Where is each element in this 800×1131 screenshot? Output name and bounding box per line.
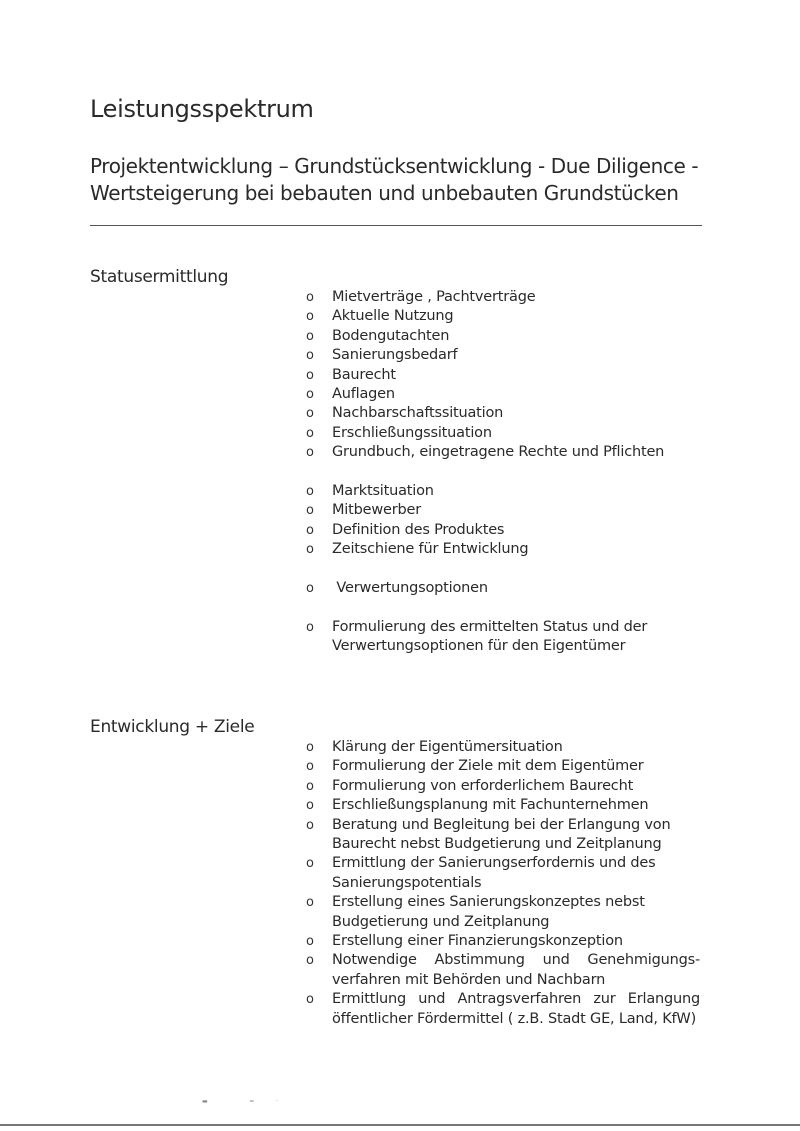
circle-bullet-icon: o: [306, 406, 314, 422]
circle-bullet-icon: o: [306, 445, 314, 461]
circle-bullet-icon: o: [306, 290, 314, 305]
list-spacer: [306, 598, 672, 617]
list-item: o Bodengutachten: [306, 327, 672, 346]
scan-artifact: ▬: [202, 1098, 208, 1105]
circle-bullet-icon: o: [306, 953, 314, 969]
list-item: o Marktsituation: [306, 482, 672, 501]
list-item: o Zeitschiene für Entwicklung: [306, 540, 672, 559]
circle-bullet-icon: o: [306, 387, 314, 403]
circle-bullet-icon: o: [306, 367, 314, 383]
circle-bullet-icon: o: [306, 992, 314, 1008]
statusermittlung-list: [306, 288, 672, 657]
circle-bullet-icon: o: [306, 581, 314, 597]
list-item: o Formulierung von erforderlichem Baurecht: [306, 777, 700, 796]
list-item: o Nachbarschaftssituation: [306, 404, 672, 423]
header-divider: [90, 225, 702, 226]
list-item: o Erstellung eines Sanierungskonzeptes nebst Budgetierung und Zeitplanung: [306, 894, 645, 930]
circle-bullet-icon: o: [306, 740, 314, 755]
circle-bullet-icon: o: [306, 759, 314, 775]
circle-bullet-icon: o: [306, 817, 314, 833]
list-item: o Definition des Produktes: [306, 521, 672, 540]
circle-bullet-icon: o: [306, 425, 314, 441]
circle-bullet-icon: o: [306, 484, 314, 500]
list-item: o Ermittlung und Antragsverfahren zur Erlangung öffentlicher Fördermittel ( z.B. Stadt GE, Land, KfW): [306, 991, 700, 1027]
list-item: o Verwertungsoptionen: [306, 579, 672, 598]
scan-artifact: ━: [250, 1098, 254, 1105]
list-item: o Notwendige Abstimmung und Genehmigungs-verfahren mit Behörden und Nachbarn: [306, 952, 700, 988]
list-item: o Auflagen: [306, 385, 672, 404]
list-item: o Beratung und Begleitung bei der Erlangung von Baurecht nebst Budgetierung und Zeitplanung: [306, 816, 671, 853]
circle-bullet-icon: o: [306, 348, 314, 364]
list-item: o Mitbewerber: [306, 501, 672, 520]
list-item: o Baurecht: [306, 366, 672, 385]
page-title: Leistungsspektrum: [90, 95, 314, 123]
subtitle-line-1: Projektentwicklung – Grundstücksentwicklung - Due Diligence -: [90, 154, 699, 178]
list-item: o Mietverträge , Pachtverträge: [306, 288, 672, 307]
circle-bullet-icon: o: [306, 542, 314, 558]
list-spacer: [306, 560, 672, 579]
circle-bullet-icon: o: [306, 328, 314, 344]
scan-artifact: ·: [276, 1098, 278, 1105]
circle-bullet-icon: o: [306, 778, 314, 794]
list-item: o Sanierungsbedarf: [306, 346, 672, 365]
list-item: o Erstellung einer Finanzierungskonzeption: [306, 932, 700, 951]
entwicklung-ziele-list: [306, 738, 700, 1029]
list-item: o Ermittlung der Sanierungserfordernis und des Sanierungspotentials: [306, 855, 656, 891]
circle-bullet-icon: o: [306, 895, 314, 911]
circle-bullet-icon: o: [306, 798, 314, 814]
circle-bullet-icon: o: [306, 856, 314, 872]
list-item: o Formulierung des ermittelten Status und der Verwertungsoptionen für den Eigentümer: [306, 618, 648, 655]
section-label-statusermittlung: Statusermittlung: [90, 267, 229, 287]
list-item: o Erschließungssituation: [306, 424, 672, 443]
circle-bullet-icon: o: [306, 619, 314, 635]
list-item: o Erschließungsplanung mit Fachunternehmen: [306, 796, 700, 815]
circle-bullet-icon: o: [306, 934, 314, 950]
list-spacer: [306, 463, 672, 482]
section-label-entwicklung-ziele: Entwicklung + Ziele: [90, 717, 255, 737]
subtitle-line-2: Wertsteigerung bei bebauten und unbebauten Grundstücken: [90, 181, 679, 205]
page-bottom-edge: [0, 1124, 800, 1126]
list-item: o Formulierung der Ziele mit dem Eigentümer: [306, 757, 700, 776]
circle-bullet-icon: o: [306, 503, 314, 519]
page-subtitle: [90, 153, 730, 207]
list-item: o Aktuelle Nutzung: [306, 307, 672, 326]
circle-bullet-icon: o: [306, 522, 314, 538]
circle-bullet-icon: o: [306, 309, 314, 325]
list-item: o Klärung der Eigentümersituation: [306, 738, 700, 757]
list-item: o Grundbuch, eingetragene Rechte und Pflichten: [306, 443, 672, 462]
